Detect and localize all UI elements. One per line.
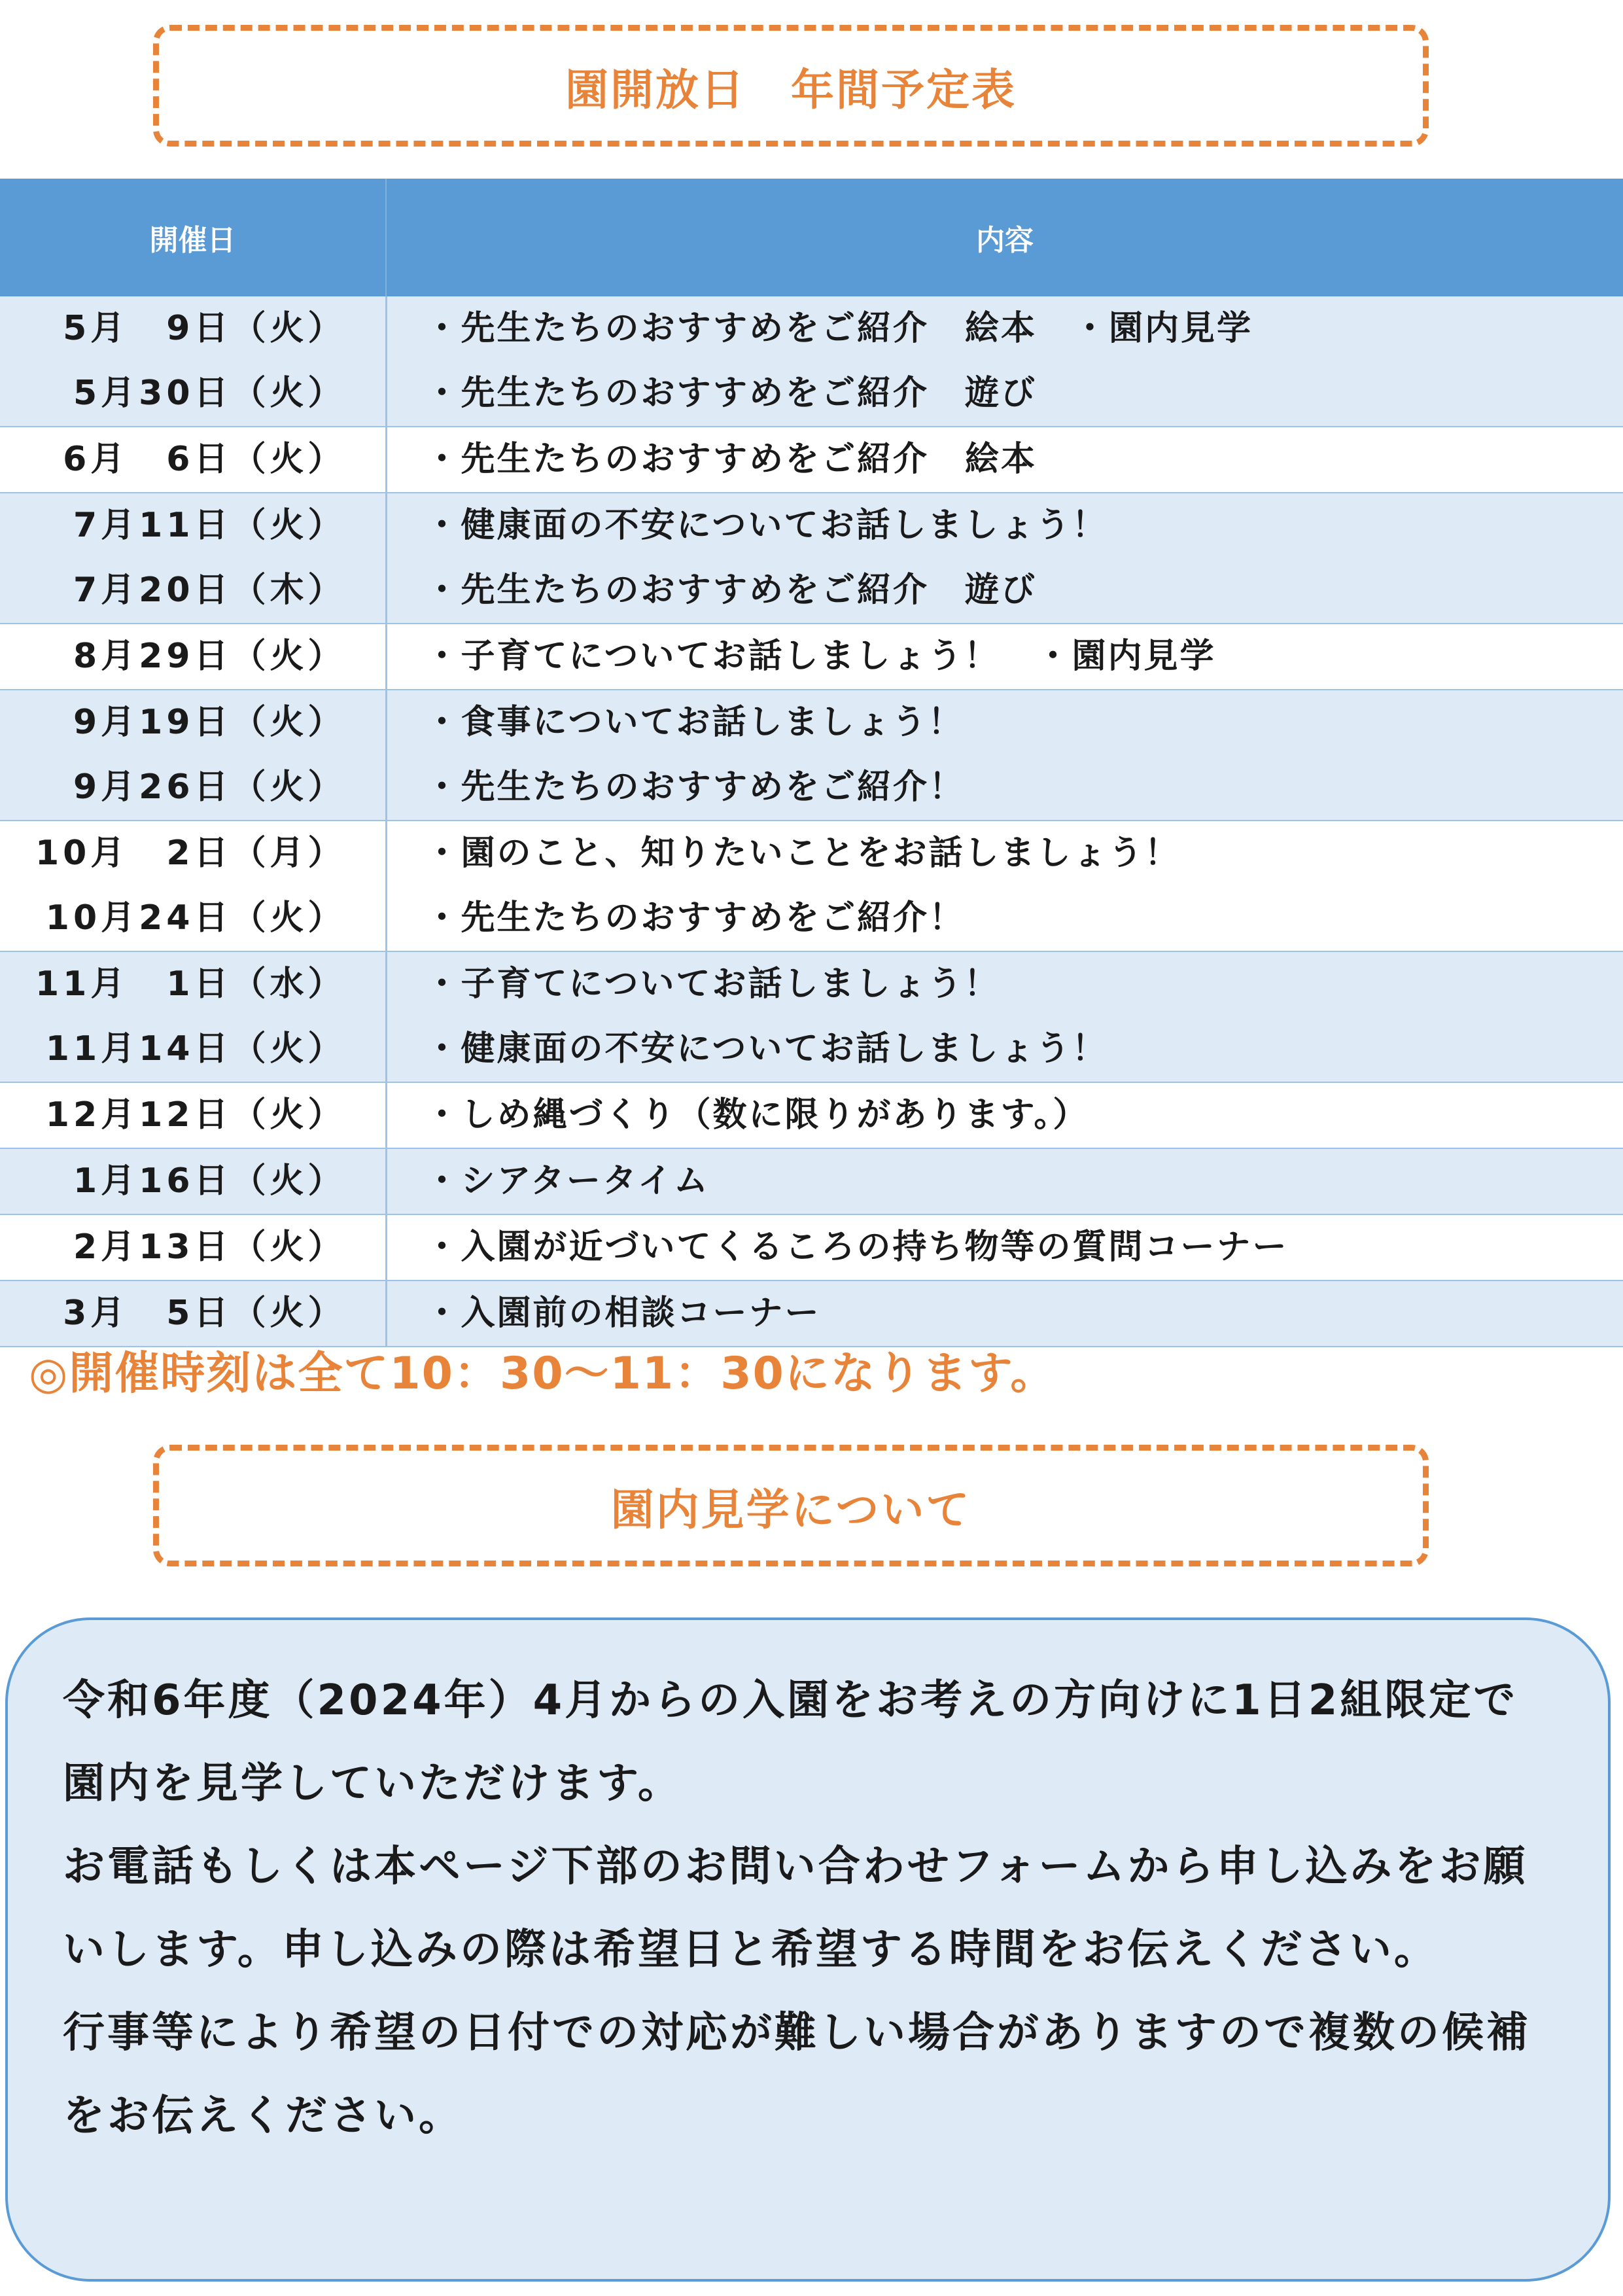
date-cell <box>0 493 386 624</box>
schedule-row <box>0 821 1623 951</box>
tour-title: 園内見学について <box>610 1484 971 1535</box>
event-content: ・入園が近づいてくるころの持ち物等の質問コーナー <box>425 1227 1289 1267</box>
event-content: ・先生たちのおすすめをご紹介 絵本 <box>425 440 1038 479</box>
schedule-title-box <box>153 25 1429 147</box>
schedule-row <box>0 951 1623 1082</box>
header-content: 内容 <box>386 179 1623 296</box>
event-content: ・入園前の相談コーナー <box>425 1294 821 1333</box>
tour-paragraph-1: 令和6年度（2024年）4月からの入園をお考えの方向けに1日2組限定で園内を見学していただけます。 <box>63 1676 1518 1808</box>
schedule-row <box>0 1148 1623 1214</box>
content-cell <box>386 296 1623 427</box>
schedule-row <box>0 1082 1623 1148</box>
content-cell <box>386 821 1623 951</box>
event-date: 1月16日（火） <box>73 1161 346 1201</box>
event-content: ・健康面の不安についてお話しましょう！ <box>425 1029 1108 1069</box>
header-date: 開催日 <box>0 179 386 296</box>
tour-paragraph-2: お電話もしくは本ページ下部のお問い合わせフォームから申し込みをお願いします。申し込みの際は希望日と希望する時間をお伝えください。 <box>63 1843 1528 1974</box>
content-cell <box>386 1280 1623 1347</box>
event-date: 9月26日（火） <box>73 768 346 807</box>
content-cell <box>386 1082 1623 1148</box>
date-cell <box>0 690 386 821</box>
content-cell <box>386 493 1623 624</box>
tour-paragraph-3: 行事等により希望の日付での対応が難しい場合がありますので複数の候補をお伝えください。 <box>63 2009 1531 2140</box>
date-cell <box>0 624 386 690</box>
schedule-row <box>0 1214 1623 1280</box>
event-content: ・先生たちのおすすめをご紹介 遊び <box>425 374 1038 413</box>
event-date: 11月 1日（水） <box>35 964 346 1004</box>
table-header-row <box>0 179 1623 296</box>
event-content: ・食事についてお話しましょう！ <box>425 703 964 742</box>
date-cell <box>0 1214 386 1280</box>
event-content: ・子育てについてお話しましょう！ <box>425 964 1000 1004</box>
date-cell <box>0 427 386 493</box>
schedule-row <box>0 624 1623 690</box>
event-date: 8月29日（火） <box>73 637 346 676</box>
schedule-title: 園開放日 年間予定表 <box>565 64 1017 115</box>
date-cell <box>0 1280 386 1347</box>
content-cell <box>386 624 1623 690</box>
event-date: 6月 6日（火） <box>63 440 346 479</box>
content-cell <box>386 1148 1623 1214</box>
event-date: 7月11日（火） <box>73 506 346 545</box>
event-date: 12月12日（火） <box>45 1095 346 1135</box>
schedule-row <box>0 1280 1623 1347</box>
date-cell <box>0 821 386 951</box>
date-cell <box>0 1082 386 1148</box>
schedule-row <box>0 690 1623 821</box>
content-cell <box>386 427 1623 493</box>
event-date: 11月14日（火） <box>45 1029 346 1069</box>
event-content: ・しめ縄づくり（数に限りがあります。） <box>425 1095 1089 1135</box>
event-content: ・先生たちのおすすめをご紹介！ <box>425 768 966 807</box>
event-date: 9月19日（火） <box>73 703 346 742</box>
schedule-row <box>0 493 1623 624</box>
tour-info-box <box>5 1617 1611 2282</box>
event-date: 10月 2日（月） <box>35 834 346 873</box>
content-cell <box>386 690 1623 821</box>
schedule-row <box>0 296 1623 427</box>
date-cell <box>0 1148 386 1214</box>
event-date: 2月13日（火） <box>73 1227 346 1267</box>
event-date: 3月 5日（火） <box>63 1294 346 1333</box>
content-cell <box>386 1214 1623 1280</box>
time-notice: ◎開催時刻は全て10：30～11：30になります。 <box>29 1348 1056 1400</box>
event-date: 5月 9日（火） <box>63 309 346 348</box>
event-content: ・先生たちのおすすめをご紹介 絵本 ・園内見学 <box>425 309 1253 348</box>
event-content: ・先生たちのおすすめをご紹介 遊び <box>425 571 1038 610</box>
schedule-row <box>0 427 1623 493</box>
date-cell <box>0 296 386 427</box>
event-content: ・シアタータイム <box>425 1161 710 1201</box>
schedule-body <box>0 296 1623 1347</box>
tour-title-box <box>153 1445 1429 1566</box>
event-date: 7月20日（木） <box>73 571 346 610</box>
event-content: ・健康面の不安についてお話しましょう！ <box>425 506 1108 545</box>
event-date: 10月24日（火） <box>45 898 346 938</box>
schedule-table <box>0 179 1623 1347</box>
content-cell <box>386 951 1623 1082</box>
event-date: 5月30日（火） <box>73 374 346 413</box>
event-content: ・先生たちのおすすめをご紹介！ <box>425 898 966 938</box>
event-content: ・子育てについてお話しましょう！ ・園内見学 <box>425 637 1216 676</box>
date-cell <box>0 951 386 1082</box>
event-content: ・園のこと、知りたいことをお話しましょう！ <box>425 834 1181 873</box>
